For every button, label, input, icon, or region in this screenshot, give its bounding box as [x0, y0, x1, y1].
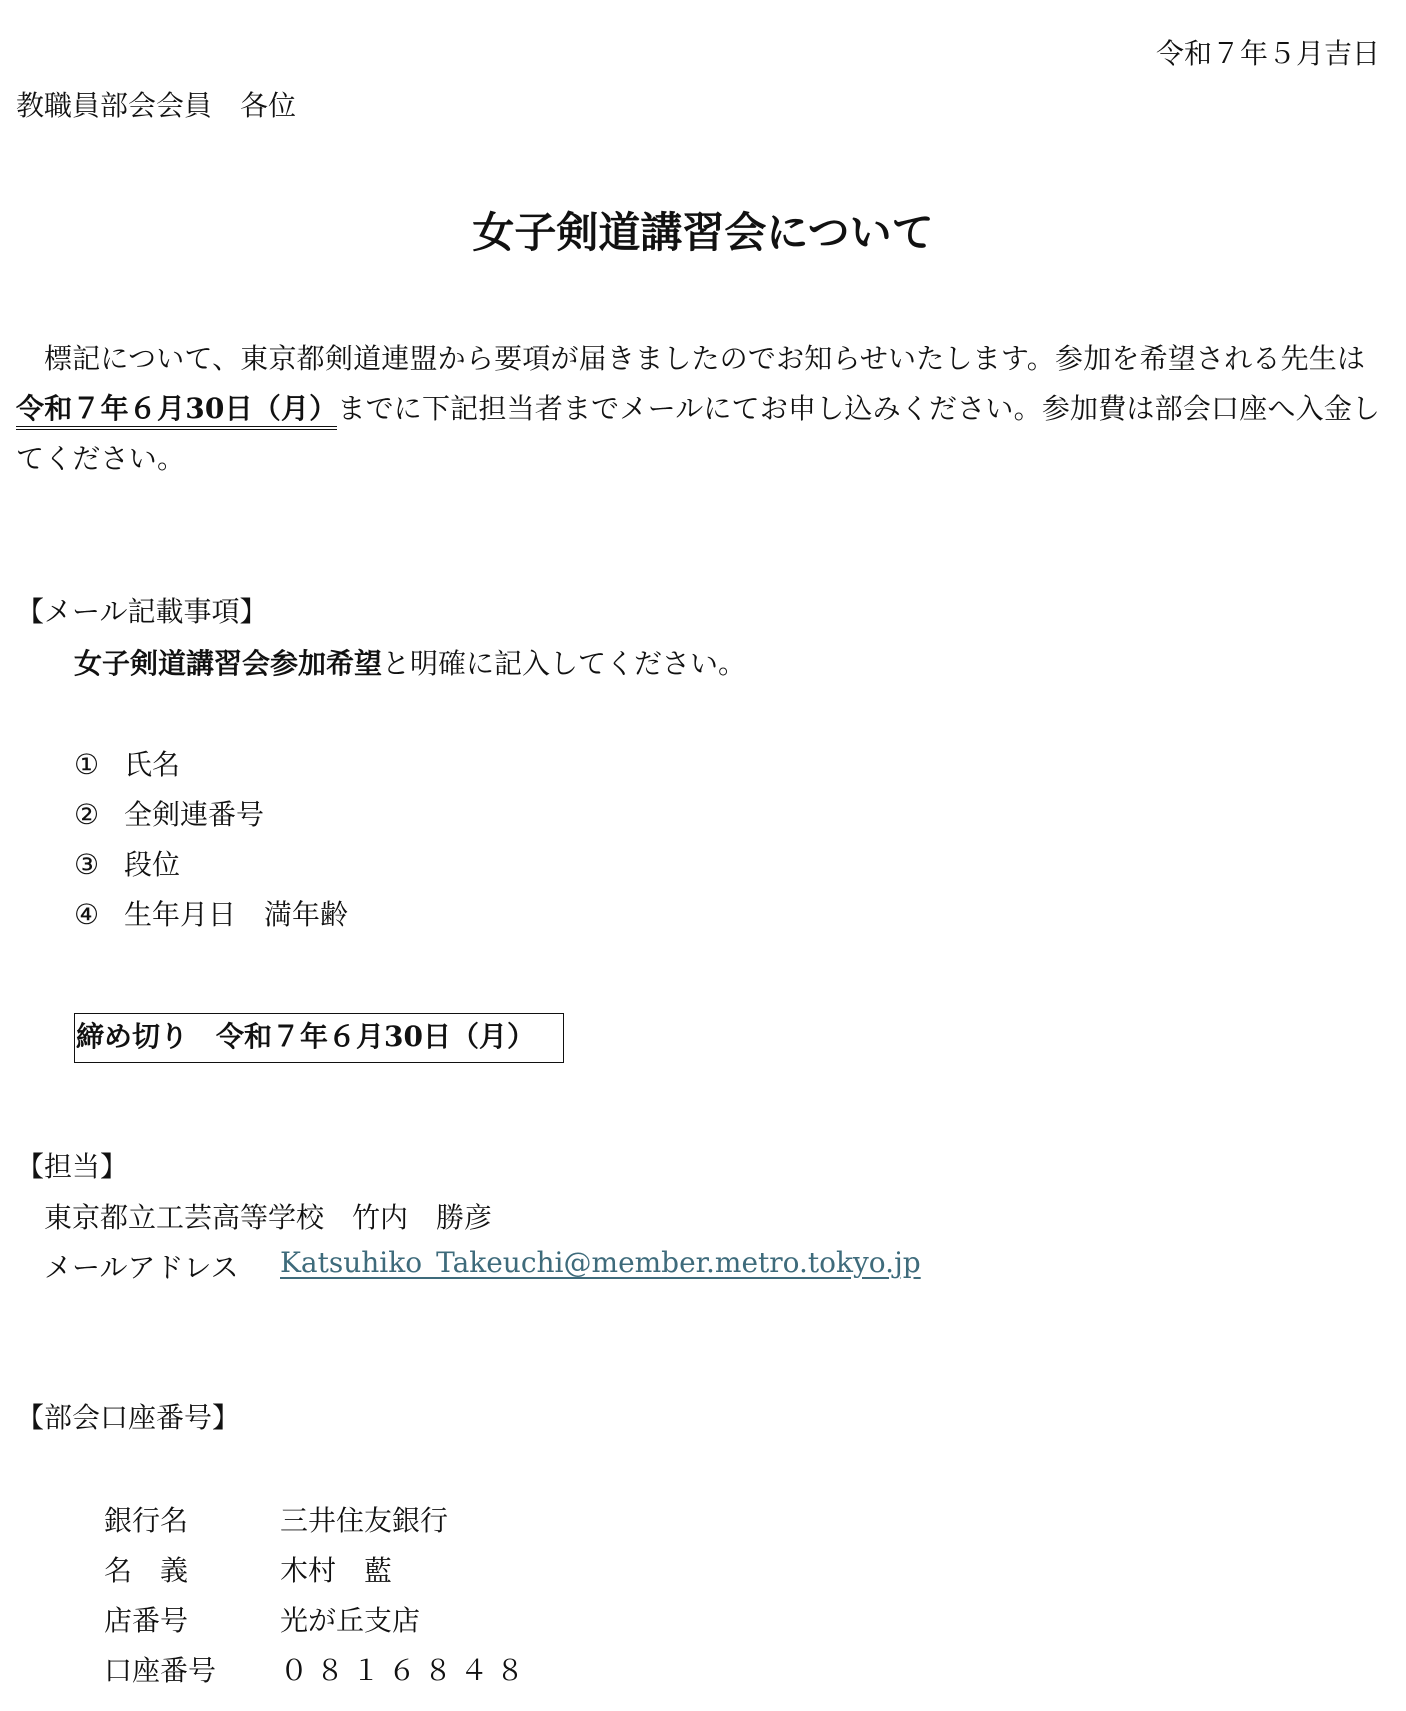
intro-paragraph	[16, 334, 1390, 484]
document-title: 女子剣道講習会について	[472, 208, 934, 257]
bank-value: 光が丘支店	[280, 1604, 421, 1637]
email-link[interactable]: Katsuhiko_Takeuchi@member.metro.tokyo.jp	[280, 1246, 921, 1279]
bank-key: 名 義	[104, 1554, 189, 1587]
intro-text-1: 標記について、東京都剣道連盟から要項が届きましたのでお知らせいたします。参加を希望される先生は	[44, 342, 1366, 375]
bank-key: 口座番号	[104, 1654, 217, 1687]
intro-deadline: 令和７年６月30日（月）	[16, 392, 337, 430]
mail-note-subject: 女子剣道講習会参加希望	[74, 647, 383, 680]
email-label: メールアドレス	[44, 1251, 239, 1284]
recipient-line: 教職員部会会員 各位	[16, 89, 297, 122]
bank-value: 三井住友銀行	[280, 1504, 449, 1537]
mail-note	[74, 642, 746, 682]
bank-key: 店番号	[104, 1604, 189, 1637]
bank-value: 木村 藍	[280, 1554, 393, 1587]
account-number: ０８１６８４８	[280, 1654, 533, 1687]
bank-account-heading: 【部会口座番号】	[16, 1401, 241, 1434]
bank-key: 銀行名	[104, 1504, 189, 1537]
contact-person: 東京都立工芸高等学校 竹内 勝彦	[44, 1201, 493, 1234]
list-item	[74, 840, 348, 890]
list-item-label: 段位	[124, 848, 181, 881]
bank-row	[104, 1596, 532, 1646]
list-item-number: ③	[74, 848, 100, 881]
deadline-box: 締め切り 令和７年６月30日（月）	[74, 1013, 564, 1063]
contact-heading: 【担当】	[16, 1150, 129, 1183]
list-item-number: ②	[74, 798, 100, 831]
document-date: 令和７年５月吉日	[1155, 37, 1380, 70]
list-item	[74, 740, 348, 790]
list-item-label: 全剣連番号	[124, 798, 265, 831]
contact-email-row	[44, 1246, 921, 1286]
list-item-label: 氏名	[124, 748, 181, 781]
list-item-label: 生年月日 満年齢	[124, 898, 349, 931]
bank-row	[104, 1646, 532, 1696]
mail-section-heading: 【メール記載事項】	[16, 595, 268, 628]
bank-row	[104, 1496, 532, 1546]
list-item	[74, 890, 348, 940]
bank-row	[104, 1546, 532, 1596]
intro-text-2: までに下記担当者までメールにてお申し込みください。参加費は部会口座へ入金してください。	[16, 392, 1381, 475]
list-item-number: ①	[74, 748, 100, 781]
list-item	[74, 790, 348, 840]
bank-account-details	[104, 1496, 532, 1696]
mail-items-list	[74, 740, 348, 940]
mail-note-rest: と明確に記入してください。	[382, 647, 747, 680]
list-item-number: ④	[74, 898, 100, 931]
